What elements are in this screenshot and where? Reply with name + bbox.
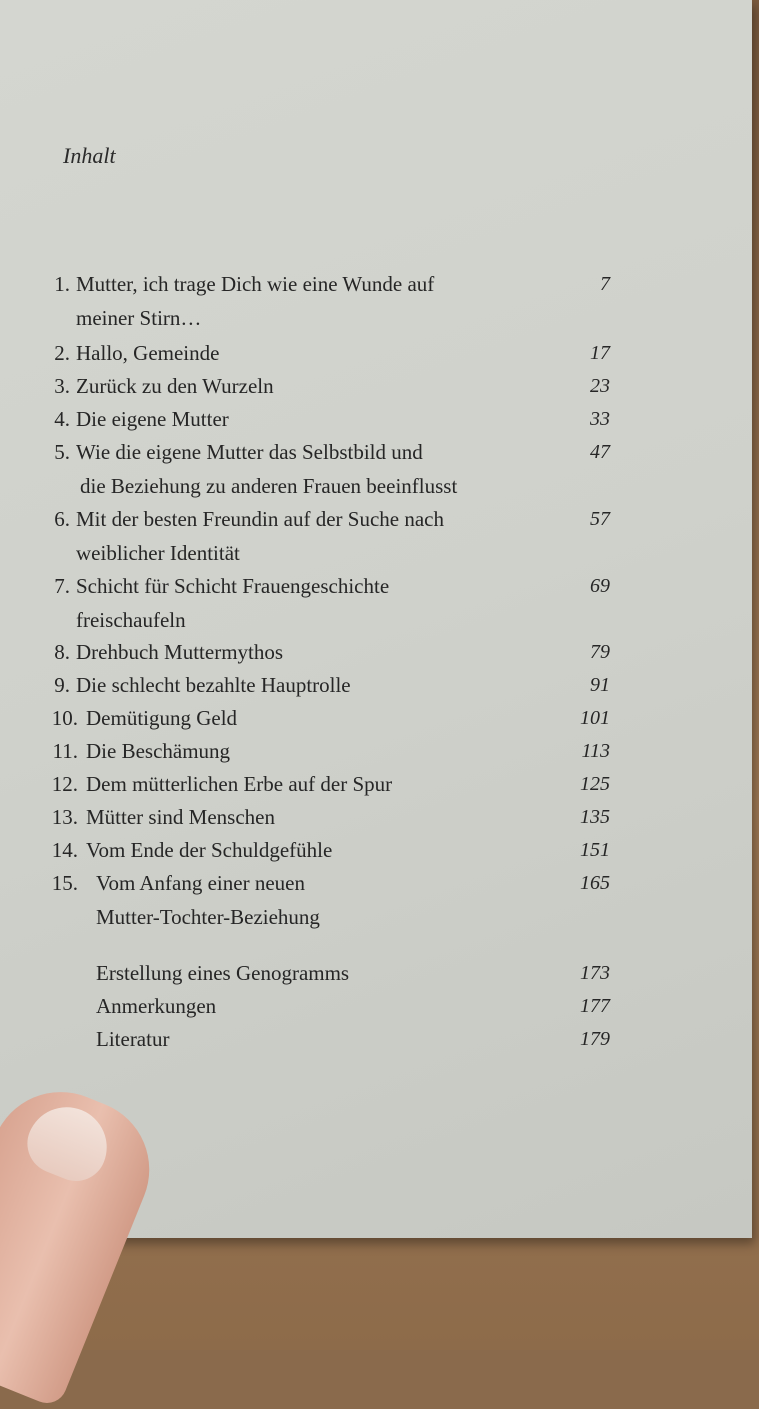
appendix-entry bbox=[0, 1023, 700, 1057]
toc-entry bbox=[0, 768, 700, 802]
toc-entry bbox=[0, 268, 700, 336]
appendix-title: Literatur bbox=[96, 1027, 170, 1051]
chapter-number: 15. bbox=[51, 871, 78, 895]
chapter-title-line: Vom Anfang einer neuen bbox=[96, 871, 305, 895]
page-number: 7 bbox=[600, 273, 610, 295]
page-number: 165 bbox=[580, 872, 610, 894]
chapter-number: 2. bbox=[54, 341, 70, 365]
chapter-number: 6. bbox=[54, 507, 70, 531]
toc-entry bbox=[0, 636, 700, 670]
page-number: 125 bbox=[580, 773, 610, 795]
chapter-title-line: die Beziehung zu anderen Frauen beeinflusst bbox=[80, 474, 458, 498]
chapter-number: 14. bbox=[51, 838, 78, 862]
page-number: 135 bbox=[580, 806, 610, 828]
chapter-title-line: Mutter, ich trage Dich wie eine Wunde auf bbox=[76, 272, 435, 296]
chapter-title-line: Hallo, Gemeinde bbox=[76, 341, 220, 365]
toc-entry bbox=[0, 370, 700, 404]
chapter-title-line: freischaufeln bbox=[76, 608, 186, 632]
chapter-number: 13. bbox=[51, 805, 78, 829]
page-number: 47 bbox=[590, 441, 610, 463]
page-number: 23 bbox=[590, 375, 610, 397]
chapter-title-line: Drehbuch Muttermythos bbox=[76, 640, 284, 664]
chapter-title-line: Schicht für Schicht Frauengeschichte bbox=[76, 574, 390, 598]
toc-entry bbox=[0, 570, 700, 638]
toc-entry bbox=[0, 834, 700, 868]
chapter-title-line: Mütter sind Menschen bbox=[86, 805, 275, 829]
chapter-title-line: weiblicher Identität bbox=[76, 541, 240, 565]
chapter-number: 4. bbox=[54, 407, 70, 431]
toc-entry bbox=[0, 669, 700, 703]
page-number: 101 bbox=[580, 707, 610, 729]
toc-entry bbox=[0, 503, 700, 571]
chapter-number: 3. bbox=[54, 374, 70, 398]
chapter-number: 5. bbox=[54, 440, 70, 464]
appendix-entry bbox=[0, 957, 700, 991]
page-number: 69 bbox=[590, 575, 610, 597]
page-number: 177 bbox=[580, 995, 610, 1017]
page-number: 17 bbox=[590, 342, 610, 364]
chapter-title-line: Wie die eigene Mutter das Selbstbild und bbox=[76, 440, 423, 464]
toc-entry bbox=[0, 702, 700, 736]
chapter-number: 1. bbox=[54, 272, 70, 296]
page-number: 113 bbox=[581, 740, 610, 762]
chapter-title-line: Vom Ende der Schuldgefühle bbox=[86, 838, 333, 862]
page-number: 33 bbox=[590, 408, 610, 430]
chapter-title-line: Mit der besten Freundin auf der Suche nach bbox=[76, 507, 444, 531]
page-number: 173 bbox=[580, 962, 610, 984]
toc-entry bbox=[0, 436, 700, 504]
appendix-entry bbox=[0, 990, 700, 1024]
page-number: 151 bbox=[580, 839, 610, 861]
toc-entry bbox=[0, 735, 700, 769]
toc-entry bbox=[0, 801, 700, 835]
chapter-title-line: meiner Stirn… bbox=[76, 306, 202, 330]
page-number: 57 bbox=[590, 508, 610, 530]
chapter-title-line: Die Beschämung bbox=[86, 739, 231, 763]
appendix-title: Erstellung eines Genogramms bbox=[96, 961, 350, 985]
appendix-title: Anmerkungen bbox=[96, 994, 217, 1018]
toc-entry bbox=[0, 403, 700, 437]
chapter-number: 9. bbox=[54, 673, 70, 697]
page-title: Inhalt bbox=[63, 143, 116, 168]
chapter-title-line: Die eigene Mutter bbox=[76, 407, 229, 431]
chapter-title-line: Zurück zu den Wurzeln bbox=[76, 374, 274, 398]
page-number: 91 bbox=[590, 674, 610, 696]
chapter-number: 7. bbox=[54, 574, 70, 598]
chapter-title-line: Demütigung Geld bbox=[86, 706, 238, 730]
chapter-title-line: Mutter-Tochter-Beziehung bbox=[96, 905, 320, 929]
page-number: 79 bbox=[590, 641, 610, 663]
chapter-number: 8. bbox=[54, 640, 70, 664]
chapter-title-line: Die schlecht bezahlte Hauptrolle bbox=[76, 673, 351, 697]
chapter-title-line: Dem mütterlichen Erbe auf der Spur bbox=[86, 772, 393, 796]
fingernail bbox=[18, 1095, 118, 1190]
chapter-number: 12. bbox=[51, 772, 78, 796]
toc-entry bbox=[0, 867, 700, 935]
chapter-number: 10. bbox=[51, 706, 78, 730]
toc-entry bbox=[0, 337, 700, 371]
page-number: 179 bbox=[580, 1028, 610, 1050]
chapter-number: 11. bbox=[52, 739, 78, 763]
